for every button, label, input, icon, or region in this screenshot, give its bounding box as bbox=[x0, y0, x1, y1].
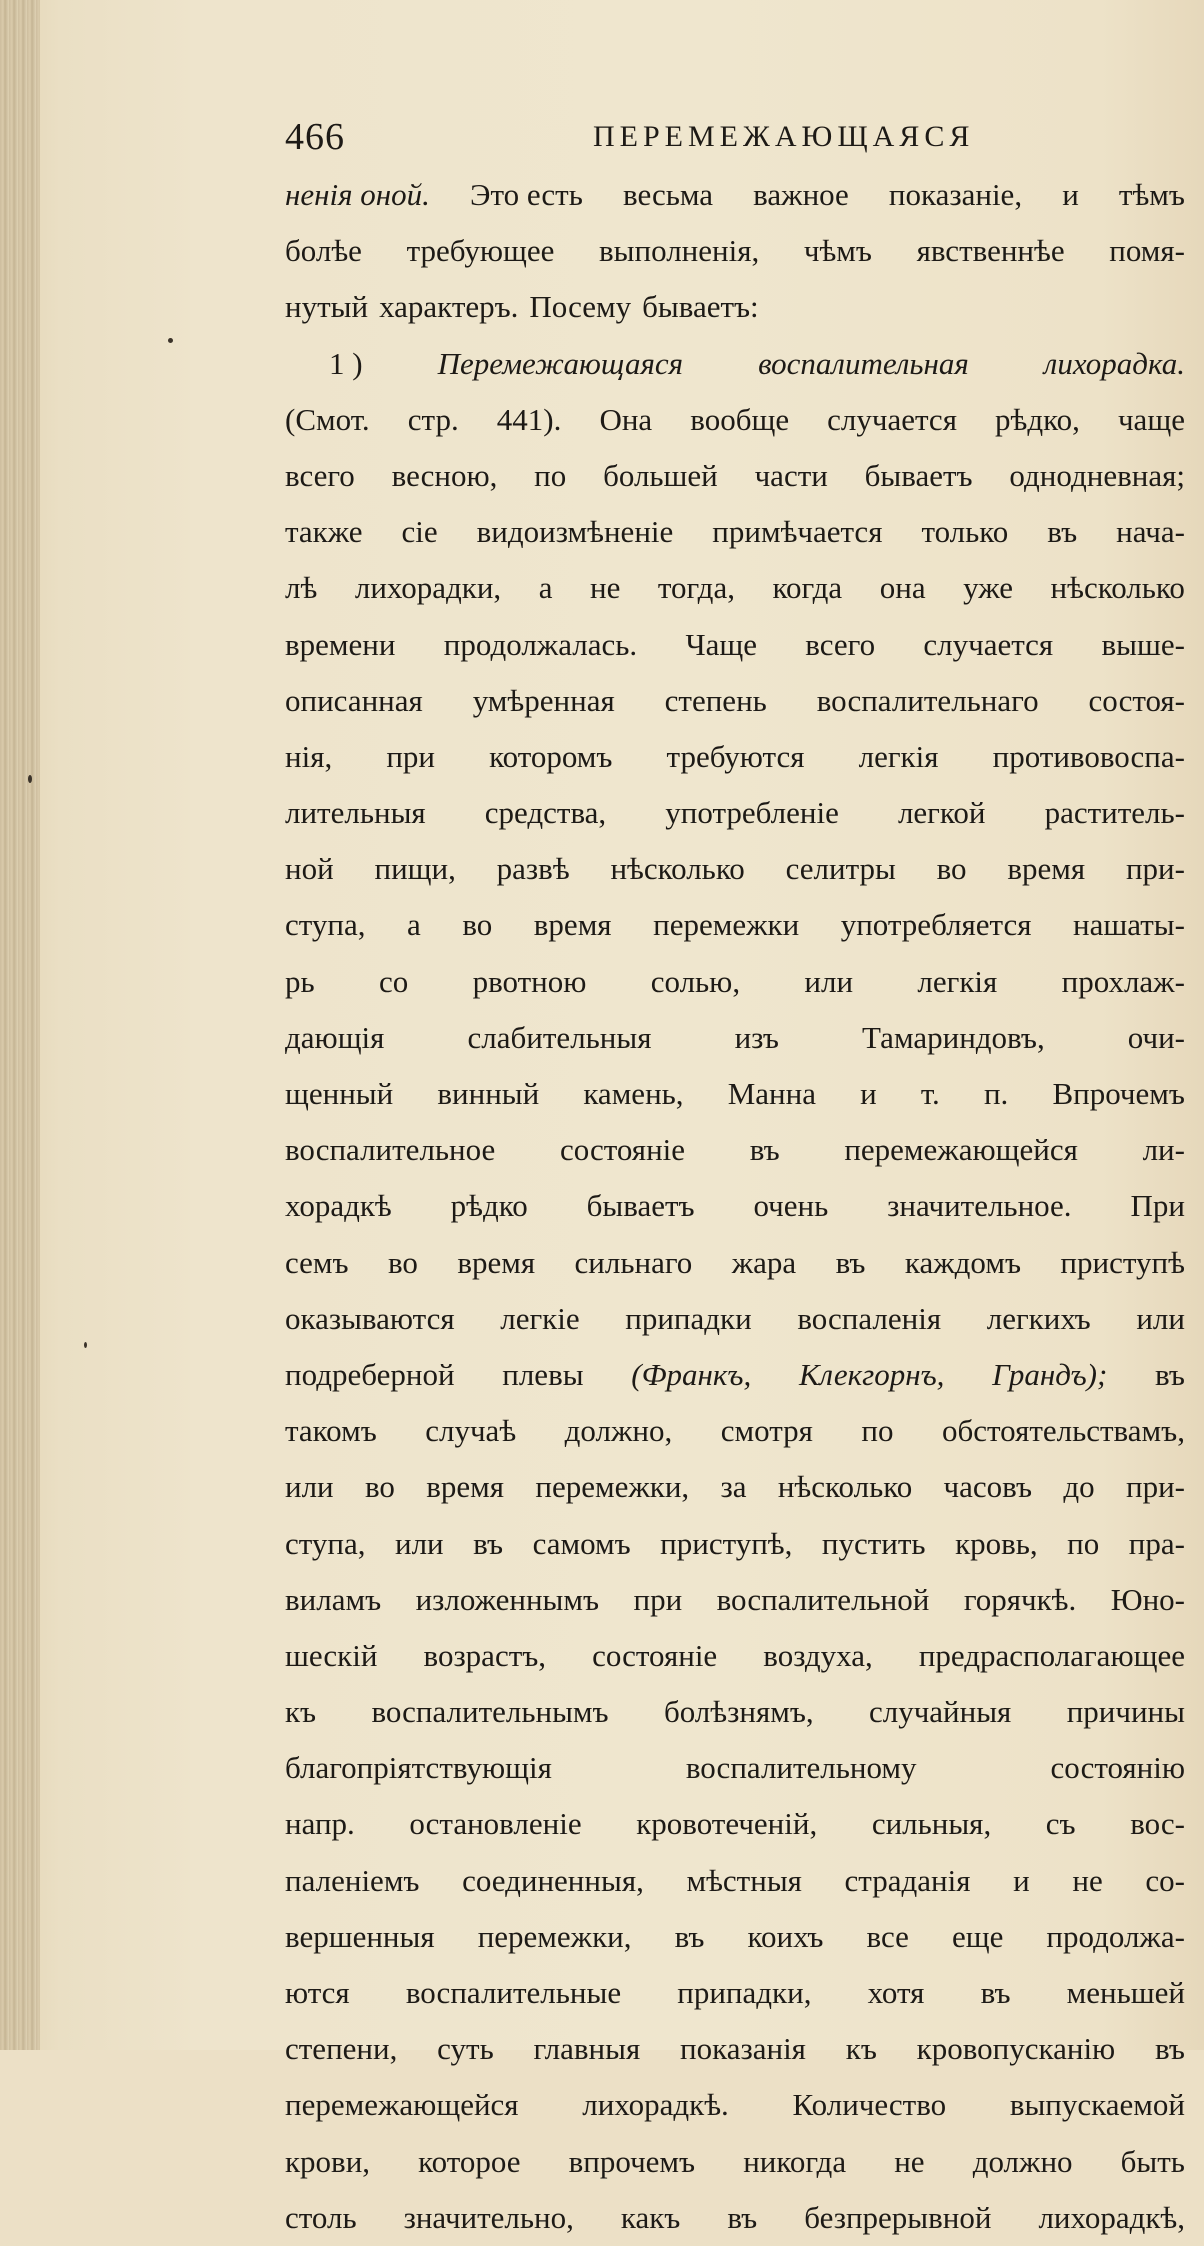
word: всего bbox=[285, 457, 355, 493]
word: лихорадка. bbox=[1043, 345, 1185, 381]
text-line bbox=[285, 560, 1185, 616]
word: мѣстныя bbox=[686, 1862, 802, 1898]
text-line bbox=[285, 1572, 1185, 1628]
word: рѣдко bbox=[450, 1188, 528, 1224]
word: (Франкъ, bbox=[631, 1356, 752, 1392]
word: въ bbox=[835, 1244, 866, 1280]
word: со- bbox=[1145, 1862, 1185, 1898]
word: бываетъ: bbox=[642, 289, 759, 325]
word: возрастъ, bbox=[423, 1637, 547, 1673]
text-line bbox=[285, 2134, 1185, 2190]
word: сильнаго bbox=[574, 1244, 693, 1280]
word: соединенныя, bbox=[462, 1862, 644, 1898]
word: ются bbox=[285, 1975, 350, 2010]
word: состояніе bbox=[559, 1132, 686, 1168]
word: выполненія, bbox=[599, 233, 760, 269]
word: нѣсколько bbox=[610, 851, 745, 887]
text-line bbox=[285, 841, 1185, 897]
word: впрочемъ bbox=[568, 2143, 696, 2179]
word: суть bbox=[437, 2031, 494, 2067]
word: очень bbox=[753, 1188, 829, 1224]
word: кровь, bbox=[955, 1525, 1038, 1561]
word: случаѣ bbox=[425, 1413, 517, 1449]
text-line bbox=[285, 336, 1185, 392]
word: нача- bbox=[1116, 514, 1185, 550]
word: воспалительной bbox=[716, 1581, 930, 1617]
word: продолжа- bbox=[1046, 1918, 1185, 1954]
word: или bbox=[804, 963, 854, 999]
word: и bbox=[1062, 177, 1079, 212]
word: во bbox=[462, 907, 493, 943]
word: нѣсколько bbox=[1050, 570, 1185, 606]
word: случается bbox=[827, 401, 957, 437]
running-head: ПЕРЕМЕЖАЮЩАЯСЯ bbox=[593, 120, 975, 153]
word: быть bbox=[1120, 2143, 1185, 2179]
word: со bbox=[378, 963, 409, 999]
text-line bbox=[285, 729, 1185, 785]
word: дающія bbox=[285, 1019, 385, 1055]
word: въ bbox=[980, 1975, 1011, 2010]
word: легкія bbox=[917, 963, 998, 999]
word: весьма bbox=[622, 177, 714, 212]
word: обстоятельствамъ, bbox=[942, 1413, 1185, 1449]
word: или bbox=[395, 1525, 444, 1561]
word: нія, bbox=[285, 738, 333, 774]
word: остановленіе bbox=[409, 1806, 582, 1842]
word: весною, bbox=[391, 457, 498, 493]
word: также bbox=[285, 514, 363, 550]
word: щенный bbox=[285, 1076, 394, 1111]
word: Клекгорнъ, bbox=[798, 1356, 945, 1392]
word: она bbox=[879, 570, 926, 606]
text-line bbox=[285, 1235, 1185, 1291]
word: пищи, bbox=[374, 851, 456, 887]
word: паленіемъ bbox=[285, 1862, 420, 1898]
word: требуются bbox=[666, 738, 805, 774]
text-line bbox=[285, 1291, 1185, 1347]
word: крови, bbox=[285, 2143, 371, 2179]
word: значительно, bbox=[403, 2199, 574, 2235]
word: время bbox=[533, 907, 612, 943]
word: семъ bbox=[285, 1244, 349, 1280]
word: случается bbox=[923, 626, 1054, 662]
word: примѣчается bbox=[712, 514, 883, 550]
word: припадки bbox=[625, 1300, 752, 1336]
word: ступа, bbox=[285, 907, 366, 943]
text-line bbox=[285, 392, 1185, 448]
word: по bbox=[861, 1413, 894, 1449]
word: сіе bbox=[401, 514, 438, 550]
word: время bbox=[1007, 851, 1086, 887]
word: употребляется bbox=[840, 907, 1032, 943]
word: столь bbox=[285, 2199, 357, 2235]
word: горячкѣ. bbox=[963, 1581, 1077, 1617]
word: т. bbox=[920, 1076, 940, 1111]
word: нѣсколько bbox=[777, 1469, 913, 1505]
word: при bbox=[633, 1581, 683, 1617]
word: въ bbox=[473, 1525, 504, 1561]
page-binding-edge bbox=[0, 0, 40, 2050]
text-line bbox=[285, 2077, 1185, 2133]
word: оказываются bbox=[285, 1300, 455, 1336]
word: воспалительная bbox=[758, 345, 969, 381]
word: Посему bbox=[529, 289, 632, 325]
text-line bbox=[285, 504, 1185, 560]
word: только bbox=[921, 514, 1009, 550]
word: какъ bbox=[620, 2199, 681, 2235]
word: лѣ bbox=[285, 570, 318, 606]
word: перемежки, bbox=[477, 1918, 632, 1954]
word: и bbox=[1013, 1862, 1030, 1898]
word: показанія bbox=[680, 2031, 806, 2067]
word: легкія bbox=[858, 738, 939, 774]
word: средства, bbox=[484, 795, 607, 831]
text-line bbox=[285, 617, 1185, 673]
word: показаніе, bbox=[888, 177, 1023, 212]
word: жара bbox=[731, 1244, 797, 1280]
word: легкой bbox=[897, 795, 986, 831]
word: время bbox=[457, 1244, 536, 1280]
word: пустить bbox=[821, 1525, 926, 1561]
word: помя- bbox=[1109, 233, 1185, 269]
word: по bbox=[534, 457, 567, 493]
word: не bbox=[894, 2143, 925, 2179]
word: винный bbox=[437, 1076, 540, 1111]
word: въ bbox=[674, 1918, 705, 1954]
word: всего bbox=[805, 626, 876, 662]
word: тогда, bbox=[657, 570, 735, 606]
word: перемежки bbox=[653, 907, 800, 943]
word: болѣзнямъ, bbox=[663, 1694, 814, 1730]
word: въ bbox=[1155, 1356, 1185, 1392]
word: къ bbox=[285, 1694, 317, 1730]
word: плевы bbox=[502, 1356, 584, 1392]
word: стр. bbox=[407, 401, 459, 437]
word: ненія оной. bbox=[285, 177, 430, 212]
word: тѣмъ bbox=[1118, 177, 1185, 212]
word: важное bbox=[753, 177, 849, 212]
text-line bbox=[285, 2021, 1185, 2077]
word: а bbox=[538, 570, 553, 606]
word: пра- bbox=[1128, 1525, 1185, 1561]
word: а bbox=[407, 907, 421, 943]
word: къ bbox=[845, 2031, 877, 2067]
text-line bbox=[285, 279, 1185, 335]
word: должно bbox=[972, 2143, 1073, 2179]
word: когда bbox=[772, 570, 843, 606]
word: Впрочемъ bbox=[1052, 1076, 1185, 1111]
word: явственнѣе bbox=[916, 233, 1065, 269]
text-line bbox=[285, 1178, 1185, 1234]
text-line bbox=[285, 1853, 1185, 1909]
word: перемежки, bbox=[535, 1469, 690, 1505]
word: не bbox=[589, 570, 621, 606]
word: воспалительному bbox=[685, 1750, 917, 1786]
word: въ bbox=[1155, 2031, 1185, 2067]
word: 441). bbox=[496, 401, 562, 437]
ink-speck bbox=[28, 775, 32, 783]
word: вершенныя bbox=[285, 1918, 435, 1954]
word: слабительныя bbox=[467, 1019, 652, 1055]
word: При bbox=[1130, 1188, 1185, 1224]
word: (Смот. bbox=[285, 401, 370, 437]
word: во bbox=[936, 851, 967, 887]
word: въ bbox=[749, 1132, 780, 1168]
word: камень, bbox=[583, 1076, 684, 1111]
word: значительное. bbox=[887, 1188, 1072, 1224]
text-line bbox=[285, 1965, 1185, 2021]
word: воспалительное bbox=[285, 1132, 496, 1168]
word: требующее bbox=[406, 233, 555, 269]
text-line bbox=[285, 673, 1185, 729]
word: случайныя bbox=[868, 1694, 1012, 1730]
word: рвотною bbox=[472, 963, 587, 999]
word: или bbox=[285, 1469, 334, 1505]
text-line bbox=[285, 1684, 1185, 1740]
word: или bbox=[1136, 1300, 1185, 1336]
word: уже bbox=[963, 570, 1013, 606]
ink-speck bbox=[84, 1342, 87, 1348]
text-line bbox=[285, 448, 1185, 504]
word: при- bbox=[1125, 851, 1185, 887]
text-line bbox=[285, 1403, 1185, 1459]
word: одноднeвная; bbox=[1009, 457, 1185, 493]
word: части bbox=[754, 457, 828, 493]
word: перемежающейся bbox=[844, 1132, 1078, 1168]
text-line bbox=[285, 1010, 1185, 1066]
word: описанная bbox=[285, 682, 423, 718]
ink-speck bbox=[168, 338, 173, 343]
word: воспалительнаго bbox=[816, 682, 1039, 718]
word: хорадкѣ bbox=[285, 1188, 392, 1224]
word: продолжалась. bbox=[443, 626, 638, 662]
word: и bbox=[860, 1076, 877, 1111]
word: лихорадкѣ. bbox=[582, 2087, 729, 2123]
word: воспаленія bbox=[797, 1300, 942, 1336]
word: при bbox=[386, 738, 436, 774]
body-text bbox=[285, 167, 1185, 2246]
text-line bbox=[285, 1122, 1185, 1178]
text-line bbox=[285, 1796, 1185, 1852]
word: нутый bbox=[285, 289, 369, 325]
word: степень bbox=[664, 682, 767, 718]
word: которомъ bbox=[489, 738, 613, 774]
word: еще bbox=[951, 1918, 1004, 1954]
word: смотря bbox=[720, 1413, 813, 1449]
word: самомъ bbox=[532, 1525, 631, 1561]
word: Грандъ); bbox=[992, 1356, 1108, 1392]
word: время bbox=[426, 1469, 505, 1505]
word: характеръ. bbox=[379, 289, 519, 325]
word: солью, bbox=[650, 963, 741, 999]
word: лихорадкѣ, bbox=[1038, 2199, 1185, 2235]
word: не bbox=[1072, 1862, 1103, 1898]
word: напр. bbox=[285, 1806, 355, 1842]
word: п. bbox=[983, 1076, 1009, 1111]
word: приступѣ, bbox=[660, 1525, 793, 1561]
word: болѣе bbox=[285, 233, 362, 269]
word: вообще bbox=[690, 401, 790, 437]
text-line bbox=[285, 1740, 1185, 1796]
word: выпускаемой bbox=[1009, 2087, 1185, 2123]
word: раститель- bbox=[1044, 795, 1185, 831]
word: рѣдко, bbox=[995, 401, 1080, 437]
word: виламъ bbox=[285, 1581, 382, 1617]
word: очи- bbox=[1127, 1019, 1185, 1055]
word: шескій bbox=[285, 1637, 378, 1673]
word: хотя bbox=[867, 1975, 925, 2010]
word: воспалительнымъ bbox=[371, 1694, 609, 1730]
word: бываетъ bbox=[586, 1188, 695, 1224]
word: легкіе bbox=[500, 1300, 580, 1336]
word: благопріятствующія bbox=[285, 1750, 552, 1786]
text-line bbox=[285, 954, 1185, 1010]
word: состоя- bbox=[1088, 682, 1185, 718]
word: степени, bbox=[285, 2031, 398, 2067]
word: Количество bbox=[792, 2087, 947, 2123]
word: воспалительные bbox=[405, 1975, 622, 2010]
word: Тамариндовъ, bbox=[862, 1019, 1045, 1055]
word: ступа, bbox=[285, 1525, 366, 1561]
word: развѣ bbox=[496, 851, 570, 887]
word: по bbox=[1067, 1525, 1100, 1561]
word: воздуха, bbox=[763, 1637, 873, 1673]
word: кровопусканію bbox=[916, 2031, 1116, 2067]
word: состоянію bbox=[1050, 1750, 1185, 1786]
word: кровотеченій, bbox=[636, 1806, 818, 1842]
word: Это есть bbox=[470, 177, 583, 212]
text-line bbox=[285, 223, 1185, 279]
word: во bbox=[364, 1469, 395, 1505]
text-line bbox=[285, 897, 1185, 953]
word: каждомъ bbox=[904, 1244, 1021, 1280]
word: ной bbox=[285, 851, 334, 887]
word: противовоспа- bbox=[992, 738, 1185, 774]
word: Она bbox=[599, 401, 653, 437]
word: вос- bbox=[1130, 1806, 1185, 1842]
text-line bbox=[285, 1066, 1185, 1122]
word: чаще bbox=[1117, 401, 1185, 437]
word: за bbox=[720, 1469, 747, 1505]
text-line bbox=[285, 2190, 1185, 2246]
word: предрасполагающее bbox=[918, 1637, 1185, 1673]
word: ли- bbox=[1142, 1132, 1185, 1168]
word: нашаты- bbox=[1073, 907, 1185, 943]
word: такомъ bbox=[285, 1413, 377, 1449]
word: лихорадки, bbox=[354, 570, 502, 606]
word: припадки, bbox=[677, 1975, 812, 2010]
word: выше- bbox=[1101, 626, 1185, 662]
word: приступѣ bbox=[1060, 1244, 1185, 1280]
word: при- bbox=[1125, 1469, 1185, 1505]
word: легкихъ bbox=[986, 1300, 1091, 1336]
word: изъ bbox=[734, 1019, 779, 1055]
word: умѣренная bbox=[472, 682, 615, 718]
word: селитры bbox=[785, 851, 896, 887]
text-line bbox=[285, 1909, 1185, 1965]
word: которое bbox=[418, 2143, 521, 2179]
word: лительныя bbox=[285, 795, 426, 831]
word: употребленіе bbox=[665, 795, 839, 831]
word: до bbox=[1063, 1469, 1095, 1505]
word: перемежающейся bbox=[285, 2087, 519, 2123]
word: должно, bbox=[564, 1413, 673, 1449]
word: коихъ bbox=[747, 1918, 824, 1954]
word: въ bbox=[727, 2199, 758, 2235]
word: главныя bbox=[533, 2031, 641, 2067]
text-line bbox=[285, 1628, 1185, 1684]
word: большей bbox=[603, 457, 718, 493]
word: меньшей bbox=[1066, 1975, 1185, 2010]
word: въ bbox=[1047, 514, 1078, 550]
page-header bbox=[285, 115, 1115, 163]
word: чѣмъ bbox=[803, 233, 872, 269]
word: рь bbox=[285, 963, 315, 999]
word: съ bbox=[1045, 1806, 1076, 1842]
word: часовъ bbox=[943, 1469, 1033, 1505]
word: во bbox=[387, 1244, 418, 1280]
word: подреберной bbox=[285, 1356, 455, 1392]
word: 1 ) bbox=[329, 345, 363, 381]
word: сильныя, bbox=[871, 1806, 992, 1842]
word: никогда bbox=[743, 2143, 847, 2179]
text-line bbox=[285, 1459, 1185, 1515]
word: Манна bbox=[727, 1076, 816, 1111]
text-line bbox=[285, 1516, 1185, 1572]
word: времени bbox=[285, 626, 396, 662]
word: изложеннымъ bbox=[415, 1581, 600, 1617]
word: Чаще bbox=[685, 626, 757, 662]
page-number: 466 bbox=[285, 116, 345, 158]
word: бываетъ bbox=[864, 457, 973, 493]
word: причины bbox=[1066, 1694, 1185, 1730]
text-line bbox=[285, 1347, 1185, 1403]
text-line bbox=[285, 785, 1185, 841]
word: Перемежающаяся bbox=[437, 345, 684, 381]
word: видоизмѣненіе bbox=[476, 514, 674, 550]
word: прохлаж- bbox=[1061, 963, 1185, 999]
word: безпрерывной bbox=[804, 2199, 992, 2235]
word: Юно- bbox=[1110, 1581, 1185, 1617]
word: страданія bbox=[844, 1862, 971, 1898]
text-line bbox=[285, 167, 1185, 223]
word: состояніе bbox=[592, 1637, 718, 1673]
word: все bbox=[866, 1918, 909, 1954]
